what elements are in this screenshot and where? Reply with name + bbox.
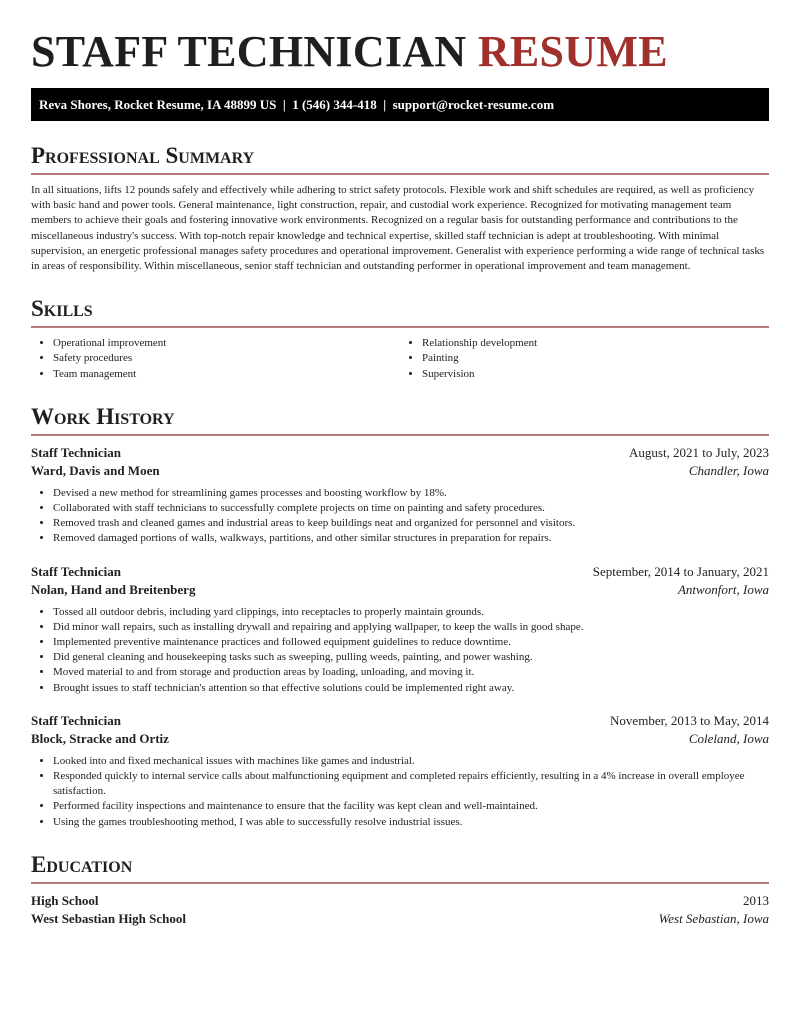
skills-list xyxy=(31,336,769,382)
job-bullet: • Implemented preventive maintenance practices and followed equipment guidelines to reduce downtime. xyxy=(53,635,769,650)
job-bullet: • Looked into and fixed mechanical issues with machines like games and industrial. xyxy=(53,754,769,769)
job-location: Chandler, Iowa xyxy=(688,462,769,478)
job-dates: November, 2013 to May, 2014 xyxy=(610,712,769,728)
job-bullet: • Collaborated with staff technicians to successfully complete projects on time on painting and safety procedures. xyxy=(53,501,769,516)
skill-item: • Relationship development xyxy=(422,336,769,351)
job-title: Staff Technician xyxy=(31,563,121,579)
company: Block, Stracke and Ortiz xyxy=(31,730,169,746)
skills-right xyxy=(400,336,769,382)
job-bullet: • Performed facility inspections and maintenance to ensure that the facility was kept clean and well-maintained. xyxy=(53,799,769,814)
contact-bar: Reva Shores, Rocket Resume, IA 48899 US | 1 (546) 344-418 | support@rocket-resume.com xyxy=(31,88,769,121)
job-bullet: • Did general cleaning and housekeeping tasks such as sweeping, pulling weeds, painting, and power washing. xyxy=(53,650,769,665)
summary-text: In all situations, lifts 12 pounds safely and effectively while adhering to strict safety protocols. Flexible work and shift schedules are required, as well as proficiency with basic hand and power tools. General maintenance, light construction, repair, and custodial work experience. Recognized for motivating management team members to achieve their goals and fostering innovative work environments. Recognized on a regular basis for outstanding performance and contributions to the miscellaneous industry's success. With top-notch repair knowledge and technical expertise, skilled staff technician is adept at troubleshooting. With minimal supervision, an energetic professional manages safety procedures and operational improvement. Generalist with experience performing a wide range of technical tasks in areas of responsibility. Within miscellaneous, senior staff technician and outstanding performer in operational improvement and team management. xyxy=(31,184,765,273)
title-accent: RESUME xyxy=(477,27,668,76)
skill-item: • Painting xyxy=(422,351,769,366)
skill-item: • Team management xyxy=(53,367,400,382)
job-bullet: • Devised a new method for streamlining games processes and boosting workflow by 18%. xyxy=(53,486,769,501)
degree: High School xyxy=(31,892,99,908)
job-bullets xyxy=(31,754,769,830)
job-bullet: • Removed damaged portions of walls, walkways, partitions, and other similar structures in preparation for repairs. xyxy=(53,531,769,546)
job-title: Staff Technician xyxy=(31,712,121,728)
job-bullet: • Responded quickly to internal service calls about malfunctioning equipment and completed repairs efficiently, resulting in a 4% increase in overall employee satisfaction. xyxy=(53,769,769,799)
school: West Sebastian High School xyxy=(31,910,186,926)
company: Nolan, Hand and Breitenberg xyxy=(31,581,196,597)
job-bullet: • Tossed all outdoor debris, including yard clippings, into receptacles to properly maintain grounds. xyxy=(53,605,769,620)
education-location: West Sebastian, Iowa xyxy=(658,910,769,926)
job-bullet: • Removed trash and cleaned games and industrial areas to keep buildings neat and organized for personnel and visitors. xyxy=(53,516,769,531)
skill-item: • Safety procedures xyxy=(53,351,400,366)
section-work-heading: Work History xyxy=(31,404,769,436)
job-location: Antwonfort, Iowa xyxy=(677,581,769,597)
section-education-heading: Education xyxy=(31,852,769,884)
education-entry xyxy=(31,892,769,928)
job-entry xyxy=(31,712,769,830)
job-bullet: • Brought issues to staff technician's attention so that effective solutions could be implemented right away. xyxy=(53,681,769,696)
job-entry xyxy=(31,444,769,547)
job-entry xyxy=(31,563,769,696)
section-skills-heading: Skills xyxy=(31,296,769,328)
skill-item: • Supervision xyxy=(422,367,769,382)
job-location: Coleland, Iowa xyxy=(688,730,769,746)
skill-item: • Operational improvement xyxy=(53,336,400,351)
job-dates: September, 2014 to January, 2021 xyxy=(592,563,769,579)
skills-left xyxy=(31,336,400,382)
resume-title xyxy=(31,0,769,76)
job-bullets xyxy=(31,486,769,547)
work-history xyxy=(31,444,769,830)
title-main: STAFF TECHNICIAN xyxy=(31,27,467,76)
job-bullet: • Did minor wall repairs, such as installing drywall and repairing and applying wallpaper, to keep the walls in good shape. xyxy=(53,620,769,635)
section-summary-heading: Professional Summary xyxy=(31,143,769,175)
job-bullets xyxy=(31,605,769,696)
job-bullet: • Moved material to and from storage and production areas by loading, unloading, and moving it. xyxy=(53,665,769,680)
job-title: Staff Technician xyxy=(31,444,121,460)
education-year: 2013 xyxy=(743,892,769,908)
company: Ward, Davis and Moen xyxy=(31,462,160,478)
job-bullet: • Using the games troubleshooting method, I was able to successfully resolve industrial issues. xyxy=(53,815,769,830)
job-dates: August, 2021 to July, 2023 xyxy=(629,444,769,460)
